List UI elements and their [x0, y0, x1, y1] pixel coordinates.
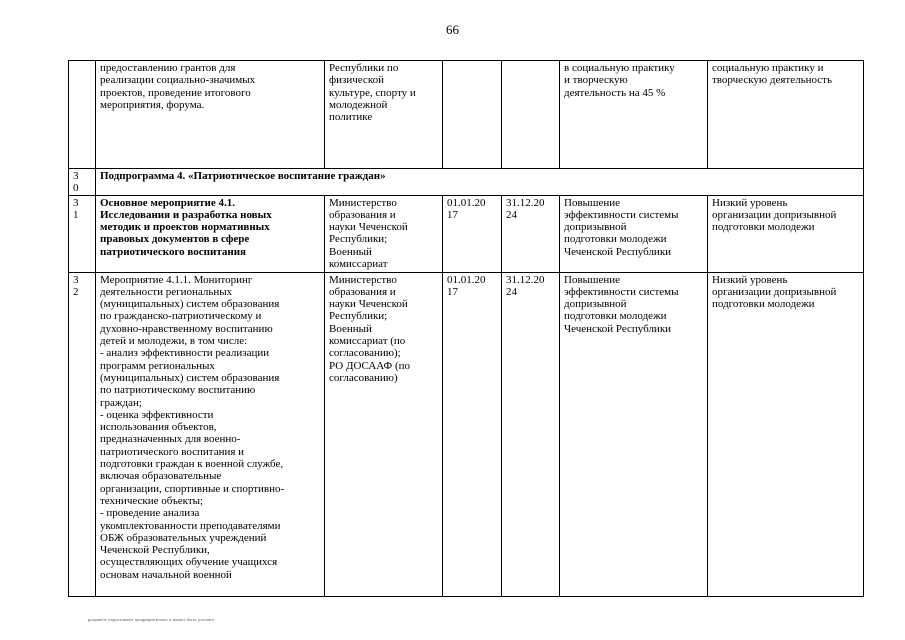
start-date-cell-line: 01.01.20: [447, 196, 486, 209]
page-number: 66: [446, 22, 459, 37]
measure-name-cell-line: методик и проектов нормативных: [100, 221, 270, 234]
measure-name-cell-line: патриотического воспитания и: [100, 445, 245, 458]
executor-cell-line: Военный: [329, 322, 372, 335]
measure-name-cell-line: деятельности региональных: [100, 285, 233, 298]
measure-name-cell-line: - анализ эффективности реализации: [100, 347, 270, 360]
table-row: [69, 195, 864, 272]
measure-name-cell-line: по гражданско-патриотическому и: [100, 310, 262, 323]
consequence-cell-line: подготовки молодежи: [712, 221, 815, 234]
consequence-cell: [708, 195, 864, 272]
row-number-cell-line: 0: [73, 182, 79, 195]
measure-name-cell-line: использования объектов,: [100, 421, 217, 434]
row-number-cell-line: 3: [73, 170, 79, 182]
consequence-cell-line: творческую деятельность: [712, 74, 832, 87]
consequence-cell-line: Низкий уровень: [712, 273, 788, 286]
row-number-cell-line: 2: [73, 285, 79, 298]
expected-result-cell-line: Чеченской Республики: [564, 322, 672, 335]
executor-cell-line: согласованию);: [329, 347, 401, 360]
expected-result-cell-line: Чеченской Республики: [564, 245, 672, 258]
measure-name-cell-line: предназначенных для военно-: [100, 433, 241, 446]
executor-cell-line: РО ДОСААФ (по: [329, 359, 411, 372]
measure-name-cell-line: граждан;: [100, 396, 142, 409]
expected-result-cell-line: деятельность на 45 %: [564, 86, 666, 99]
expected-result-cell-line: Повышение: [564, 273, 621, 286]
executor-cell-line: Министерство: [329, 196, 397, 209]
row-number-cell-line: 3: [73, 273, 79, 286]
measure-name-cell-line: предоставлению грантов для: [100, 62, 236, 74]
measure-name-cell: [96, 272, 325, 596]
measure-name-cell-line: (муниципальных) систем образования: [100, 298, 280, 311]
measure-name-cell-line: технические объекты;: [100, 494, 204, 507]
consequence-cell-line: Низкий уровень: [712, 196, 788, 209]
table-row: [69, 272, 864, 596]
measure-name-cell-line: включая образовательные: [100, 470, 222, 483]
executor-cell-line: политике: [329, 111, 373, 124]
expected-result-cell: [560, 61, 708, 169]
end-date-cell: [502, 272, 560, 596]
executor-cell-line: образования и: [329, 285, 396, 298]
executor-cell-line: науки Чеченской: [329, 298, 408, 311]
executor-cell: [325, 195, 443, 272]
consequence-cell-line: организации допризывной: [712, 208, 837, 221]
executor-cell-line: Республики;: [329, 233, 388, 246]
start-date-cell-line: 01.01.20: [447, 273, 486, 286]
measure-name-cell-line: мероприятия, форума.: [100, 98, 205, 111]
measure-name-cell-line: - проведение анализа: [100, 507, 200, 520]
measure-name-cell-line: по патриотическому воспитанию: [100, 384, 256, 397]
executor-cell-line: науки Чеченской: [329, 221, 408, 234]
executor-cell-line: образования и: [329, 208, 396, 221]
row-number-cell: [69, 272, 96, 596]
start-date-cell: [443, 195, 502, 272]
subprogram-title: Подпрограмма 4. «Патриотическое воспитание граждан»: [96, 169, 864, 196]
expected-result-cell-line: и творческую: [564, 74, 628, 87]
expected-result-cell-line: подготовки молодежи: [564, 310, 667, 323]
expected-result-cell: [560, 272, 708, 596]
consequence-cell: [708, 61, 864, 169]
expected-result-cell-line: эффективности системы: [564, 285, 679, 298]
measure-name-cell-line: патриотического воспитания: [100, 245, 246, 258]
executor-cell: [325, 61, 443, 169]
table-row: [69, 169, 864, 196]
row-number-cell: [69, 195, 96, 272]
consequence-cell-line: социальную практику и: [712, 62, 824, 74]
measure-name-cell-line: ОБЖ образовательных учреждений: [100, 531, 267, 544]
measure-name-cell-line: укомплектованности преподавателями: [100, 519, 281, 532]
executor-cell-line: Военный: [329, 245, 372, 258]
measure-name-cell: [96, 195, 325, 272]
executor-cell: [325, 272, 443, 596]
row-number-cell-line: 1: [73, 208, 79, 221]
executor-cell-line: Министерство: [329, 273, 397, 286]
measure-name-cell-line: реализации социально-значимых: [100, 74, 256, 87]
footer-note: документ подготовлен предварительно и может быть уточнен: [88, 617, 215, 622]
expected-result-cell-line: допризывной: [564, 221, 627, 234]
consequence-cell: [708, 272, 864, 596]
row-number-cell-line: 3: [73, 196, 79, 209]
measure-name-cell-line: осуществляющих обучение учащихся: [100, 556, 278, 569]
row-number-cell: [69, 61, 96, 169]
measure-name-cell-line: основам начальной военной: [100, 568, 232, 581]
measure-name-cell-line: правовых документов в сфере: [100, 233, 250, 246]
measure-name-cell-line: программ региональных: [100, 359, 215, 372]
measure-name-cell-line: - оценка эффективности: [100, 408, 214, 421]
executor-cell-line: комиссариат (по: [329, 335, 406, 348]
executor-cell-line: молодежной: [329, 98, 388, 111]
measure-name-cell-line: организации, спортивные и спортивно-: [100, 482, 285, 495]
start-date-cell-line: 17: [447, 208, 458, 221]
end-date-cell-line: 24: [506, 208, 517, 221]
row-number-cell: [69, 169, 96, 196]
measure-name-cell-line: Мероприятие 4.1.1. Мониторинг: [100, 273, 253, 286]
expected-result-cell-line: допризывной: [564, 298, 627, 311]
measure-name-cell: [96, 61, 325, 169]
end-date-cell-line: 31.12.20: [506, 273, 545, 286]
start-date-cell: [443, 272, 502, 596]
executor-cell-line: культуре, спорту и: [329, 86, 416, 99]
executor-cell-line: Республики по: [329, 62, 399, 74]
program-table: [68, 60, 864, 597]
start-date-cell-line: 17: [447, 285, 458, 298]
expected-result-cell: [560, 195, 708, 272]
consequence-cell-line: организации допризывной: [712, 285, 837, 298]
start-date-cell: [443, 61, 502, 169]
expected-result-cell-line: Повышение: [564, 196, 621, 209]
executor-cell-line: физической: [329, 74, 384, 87]
end-date-cell: [502, 195, 560, 272]
end-date-cell: [502, 61, 560, 169]
measure-name-cell-line: проектов, проведение итогового: [100, 86, 251, 99]
measure-name-cell-line: (муниципальных) систем образования: [100, 371, 280, 384]
executor-cell-line: комиссариат: [329, 258, 388, 271]
expected-result-cell-line: в социальную практику: [564, 62, 675, 74]
end-date-cell-line: 31.12.20: [506, 196, 545, 209]
measure-name-cell-line: Чеченской Республики,: [100, 544, 210, 557]
measure-name-cell-line: Основное мероприятие 4.1.: [100, 196, 236, 209]
consequence-cell-line: подготовки молодежи: [712, 298, 815, 311]
table-row: [69, 61, 864, 169]
executor-cell-line: согласованию): [329, 371, 398, 384]
measure-name-cell-line: подготовки граждан к военной службе,: [100, 458, 284, 471]
expected-result-cell-line: эффективности системы: [564, 208, 679, 221]
measure-name-cell-line: Исследования и разработка новых: [100, 208, 272, 221]
end-date-cell-line: 24: [506, 285, 517, 298]
measure-name-cell-line: детей и молодежи, в том числе:: [100, 335, 248, 348]
executor-cell-line: Республики;: [329, 310, 388, 323]
measure-name-cell-line: духовно-нравственному воспитанию: [100, 322, 273, 335]
expected-result-cell-line: подготовки молодежи: [564, 233, 667, 246]
